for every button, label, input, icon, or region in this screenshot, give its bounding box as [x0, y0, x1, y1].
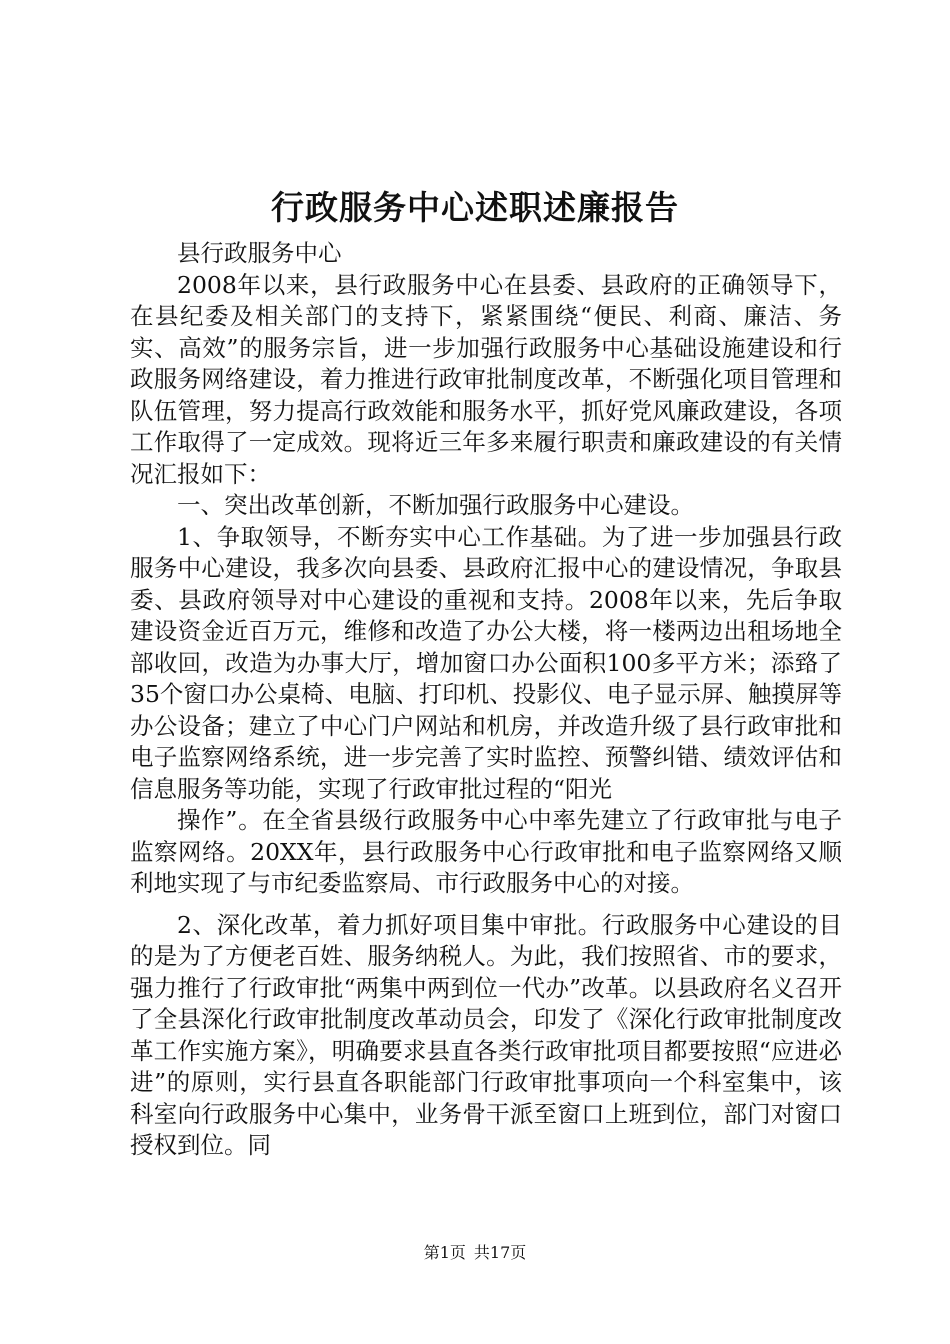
page-number: 第1页: [423, 1243, 466, 1262]
paragraph-recipient: 县行政服务中心: [177, 239, 342, 267]
page-total: 共17页: [473, 1243, 527, 1262]
document-body: [130, 238, 842, 1162]
document-title: 行政服务中心述职述廉报告: [271, 188, 679, 227]
paragraph-item-1-continued: 操作”。在全省县级行政服务中心中率先建立了行政审批与电子监察网络。20XX年，县行政服务中心行政审批和电子监察网络又顺利地实现了与市纪委监察局、市行政服务中心的对接。: [130, 806, 842, 897]
paragraph-intro: 2008年以来，县行政服务中心在县委、县政府的正确领导下，在县纪委及相关部门的支持下，紧紧围绕“便民、利商、廉洁、务实、高效”的服务宗旨，进一步加强行政服务中心基础设施建设和行政服务网络建设，着力推进行政审批制度改革，不断强化项目管理和队伍管理，努力提高行政效能和服务水平，抓好党风廉政建设，各项工作取得了一定成效。现将近三年多来履行职责和廉政建设的有关情况汇报如下：: [130, 270, 842, 488]
page-footer: [0, 1242, 950, 1264]
paragraph-section-heading: 一、突出改革创新，不断加强行政服务中心建设。: [177, 491, 694, 519]
paragraph-item-1: 1、争取领导，不断夯实中心工作基础。为了进一步加强县行政服务中心建设，我多次向县委、县政府汇报中心的建设情况，争取县委、县政府领导对中心建设的重视和支持。2008年以来，先后争取建设资金近百万元，维修和改造了办公大楼，将一楼两边出租场地全部收回，改造为办事大厅，增加窗口办公面积100多平方米；添臵了35个窗口办公桌椅、电脑、打印机、投影仪、电子显示屏、触摸屏等办公设备；建立了中心门户网站和机房，并改造升级了县行政审批和电子监察网络系统，进一步完善了实时监控、预警纠错、绩效评估和信息服务等功能，实现了行政审批过程的“阳光: [130, 522, 842, 803]
paragraph-item-2: 2、深化改革，着力抓好项目集中审批。行政服务中心建设的目的是为了方便老百姓、服务纳税人。为此，我们按照省、市的要求，强力推行了行政审批“两集中两到位一代办”改革。以县政府名义召开了全县深化行政审批制度改革动员会，印发了《深化行政审批制度改革工作实施方案》，明确要求县直各类行政审批项目都要按照“应进必进”的原则，实行县直各职能部门行政审批事项向一个科室集中，该科室向行政服务中心集中，业务骨干派至窗口上班到位，部门对窗口授权到位。同: [130, 910, 842, 1159]
